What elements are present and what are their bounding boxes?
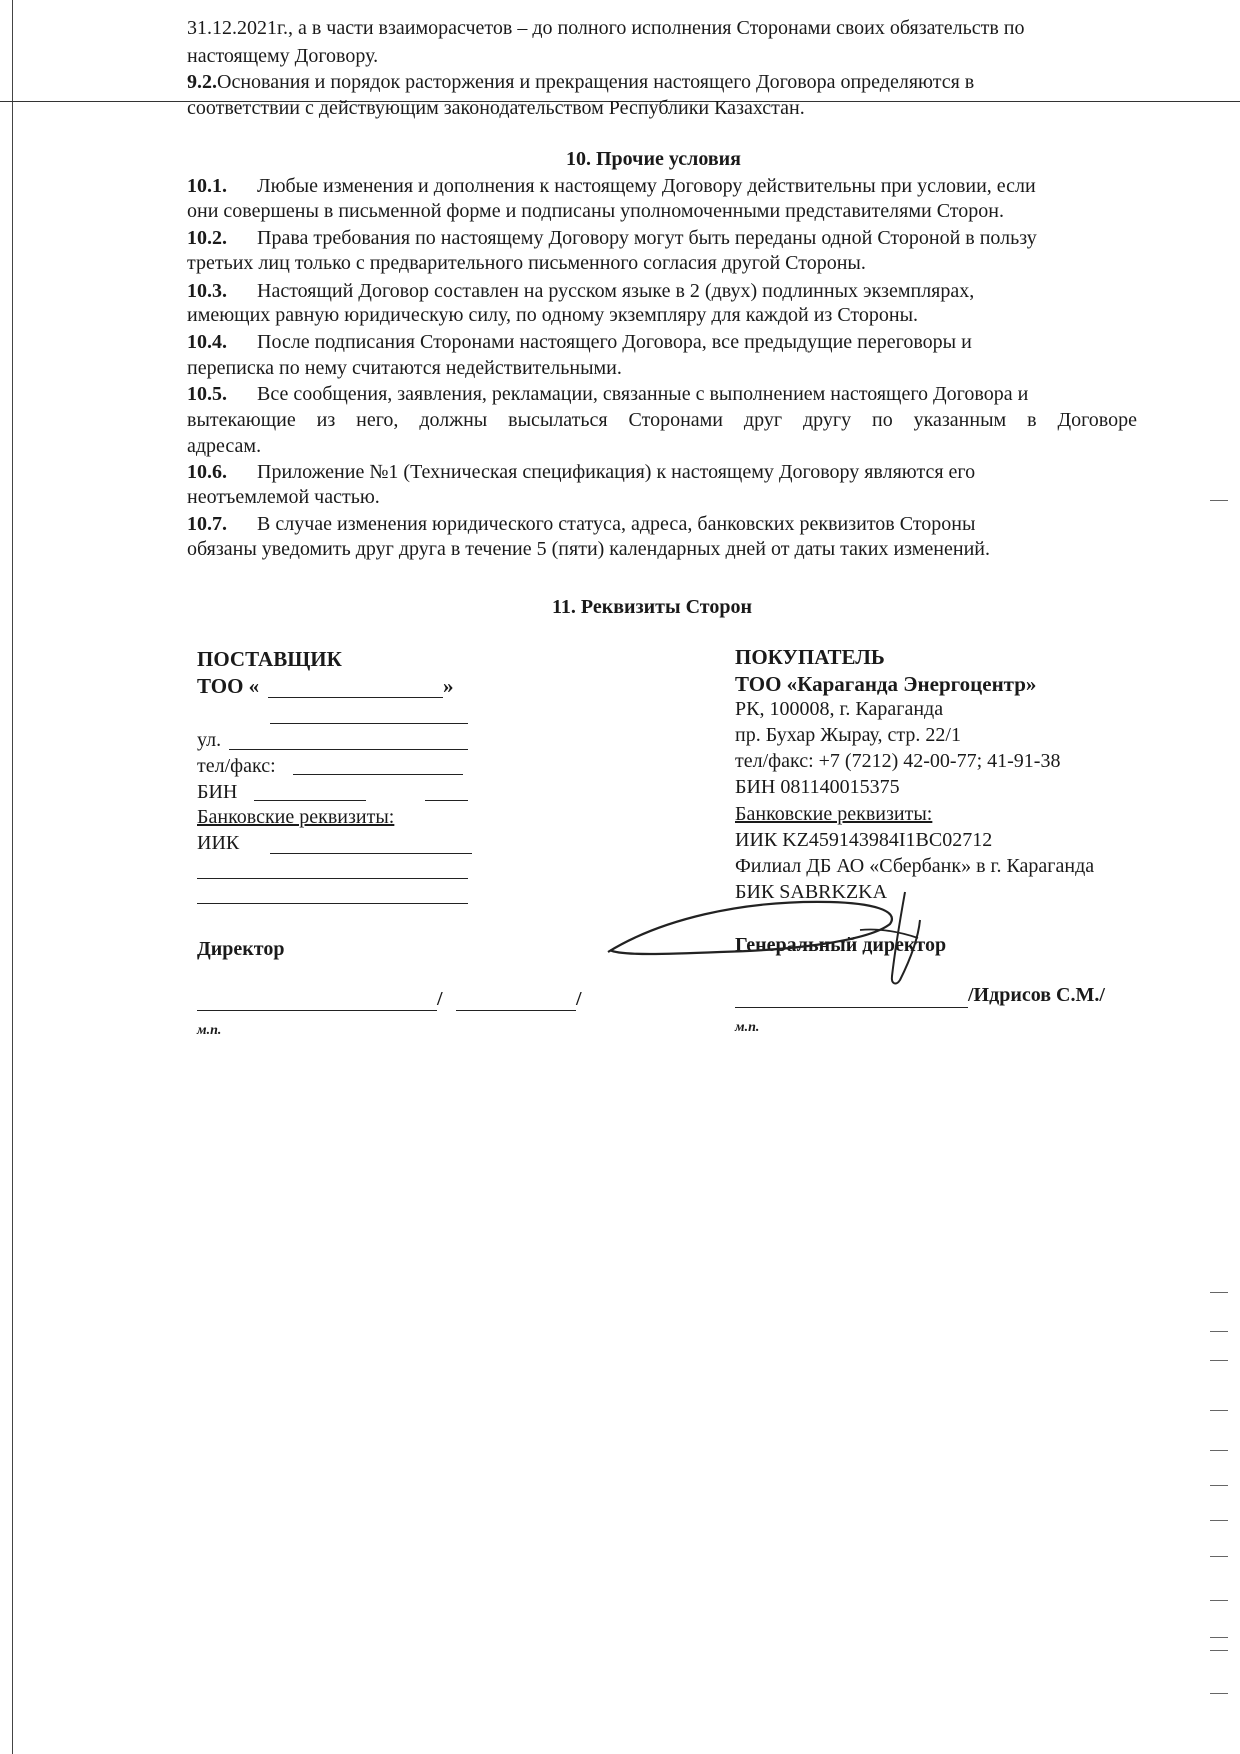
supplier-org-blank <box>268 697 443 698</box>
buyer-address-1: РК, 100008, г. Караганда <box>735 698 944 720</box>
clause-10-2-line-2: третьих лиц только с предварительного письменного согласия другой Стороны. <box>187 252 866 274</box>
supplier-org-prefix: ТОО « <box>197 674 260 698</box>
clause-9-2-number: 9.2. <box>187 71 217 93</box>
clause-number: 10.4. <box>187 331 227 353</box>
supplier-bank-blank-1 <box>197 878 468 879</box>
buyer-signature-line <box>735 1007 968 1008</box>
buyer-heading: ПОКУПАТЕЛЬ <box>735 645 885 669</box>
clause-text: Приложение №1 (Техническая спецификация) к настоящему Договору являются его <box>257 461 976 483</box>
buyer-phone: тел/факс: +7 (7212) 42-00-77; 41-91-38 <box>735 750 1061 772</box>
clause-10-6-line-2: неотъемлемой частью. <box>187 486 380 508</box>
clause-10-4-line-1 <box>187 330 972 354</box>
section-11-title: 11. Реквизиты Сторон <box>552 596 752 618</box>
supplier-iik-blank <box>270 853 472 854</box>
clause-text: Права требования по настоящему Договору могут быть переданы одной Стороной в пользу <box>257 227 1037 249</box>
buyer-bin: БИН 081140015375 <box>735 776 900 798</box>
supplier-bin-blank-2 <box>425 800 468 801</box>
supplier-heading: ПОСТАВЩИК <box>197 647 342 671</box>
scan-edge-vertical <box>12 0 13 1754</box>
clause-number: 10.6. <box>187 461 227 483</box>
buyer-org: ТОО «Караганда Энергоцентр» <box>735 672 1037 696</box>
clause-10-7-line-1 <box>187 512 975 536</box>
clause-9-2-line-1 <box>187 70 974 94</box>
supplier-street-blank <box>229 749 468 750</box>
clause-10-3-line-2: имеющих равную юридическую силу, по одному экземпляру для каждой из Стороны. <box>187 304 919 326</box>
clause-text: После подписания Сторонами настоящего Договора, все предыдущие переговоры и <box>257 331 972 353</box>
supplier-name-line <box>456 1010 576 1011</box>
buyer-bik: БИК SABRKZKA <box>735 881 888 903</box>
clause-text: Любые изменения и дополнения к настоящему Договору действительны при условии, если <box>257 175 1036 197</box>
supplier-bin-blank-1 <box>254 800 366 801</box>
supplier-org-suffix: » <box>443 674 454 698</box>
buyer-position: Генеральный директор <box>735 934 947 956</box>
buyer-bank-label: Банковские реквизиты: <box>735 803 933 825</box>
clause-text: В случае изменения юридического статуса, адреса, банковских реквизитов Стороны <box>257 513 976 535</box>
supplier-blank-line <box>270 723 468 724</box>
supplier-signature-line <box>197 1010 437 1011</box>
clause-10-5-line-2: вытекающие из него, должны высылаться Сторонами друг другу по указанным в Договоре <box>187 409 1137 431</box>
buyer-stamp-mark: м.п. <box>735 1020 760 1035</box>
supplier-bin-label: БИН <box>197 781 238 803</box>
supplier-slash-2: / <box>576 988 582 1010</box>
supplier-street-label: ул. <box>197 729 222 751</box>
supplier-bank-blank-2 <box>197 903 468 904</box>
supplier-phone-blank <box>293 774 463 775</box>
buyer-signatory: /Идрисов С.М./ <box>968 984 1105 1006</box>
clause-number: 10.3. <box>187 280 227 302</box>
clause-10-2-line-1 <box>187 226 1037 250</box>
clause-number: 10.5. <box>187 383 227 405</box>
supplier-iik-label: ИИК <box>197 832 240 854</box>
handwritten-signature-icon <box>600 880 940 1000</box>
supplier-phone-label: тел/факс: <box>197 755 276 777</box>
supplier-bank-label: Банковские реквизиты: <box>197 806 395 828</box>
clause-number: 10.1. <box>187 175 227 197</box>
intro-line-1: 31.12.2021г., а в части взаиморасчетов – до полного исполнения Сторонами своих обязательств по <box>187 17 1025 39</box>
clause-number: 10.2. <box>187 227 227 249</box>
clause-10-1-line-1 <box>187 174 1036 198</box>
clause-9-2-line-2: соответствии с действующим законодательством Республики Казахстан. <box>187 97 805 119</box>
clause-number: 10.7. <box>187 513 227 535</box>
clause-10-4-line-2: переписка по нему считаются недействительными. <box>187 357 622 379</box>
clause-text: Все сообщения, заявления, рекламации, связанные с выполнением настоящего Договора и <box>257 383 1029 405</box>
clause-9-2-text: Основания и порядок расторжения и прекращения настоящего Договора определяются в <box>217 71 975 93</box>
clause-10-3-line-1 <box>187 279 974 303</box>
buyer-address-2: пр. Бухар Жырау, стр. 22/1 <box>735 724 961 746</box>
supplier-stamp-mark: м.п. <box>197 1023 222 1038</box>
intro-line-2: настоящему Договору. <box>187 45 379 67</box>
supplier-slash-1: / <box>437 988 443 1010</box>
buyer-branch: Филиал ДБ АО «Сбербанк» в г. Караганда <box>735 855 1095 877</box>
clause-10-6-line-1 <box>187 460 975 484</box>
clause-10-5-line-1 <box>187 382 1028 406</box>
clause-10-1-line-2: они совершены в письменной форме и подписаны уполномоченными представителями Сторон. <box>187 200 1004 222</box>
clause-text: Настоящий Договор составлен на русском языке в 2 (двух) подлинных экземплярах, <box>257 280 975 302</box>
clause-10-7-line-2: обязаны уведомить друг друга в течение 5 (пяти) календарных дней от даты таких изменений. <box>187 538 990 560</box>
supplier-position: Директор <box>197 938 285 960</box>
clause-10-5-line-3: адресам. <box>187 435 262 457</box>
buyer-iik: ИИК KZ459143984I1BC02712 <box>735 829 993 851</box>
section-10-title: 10. Прочие условия <box>566 148 741 170</box>
